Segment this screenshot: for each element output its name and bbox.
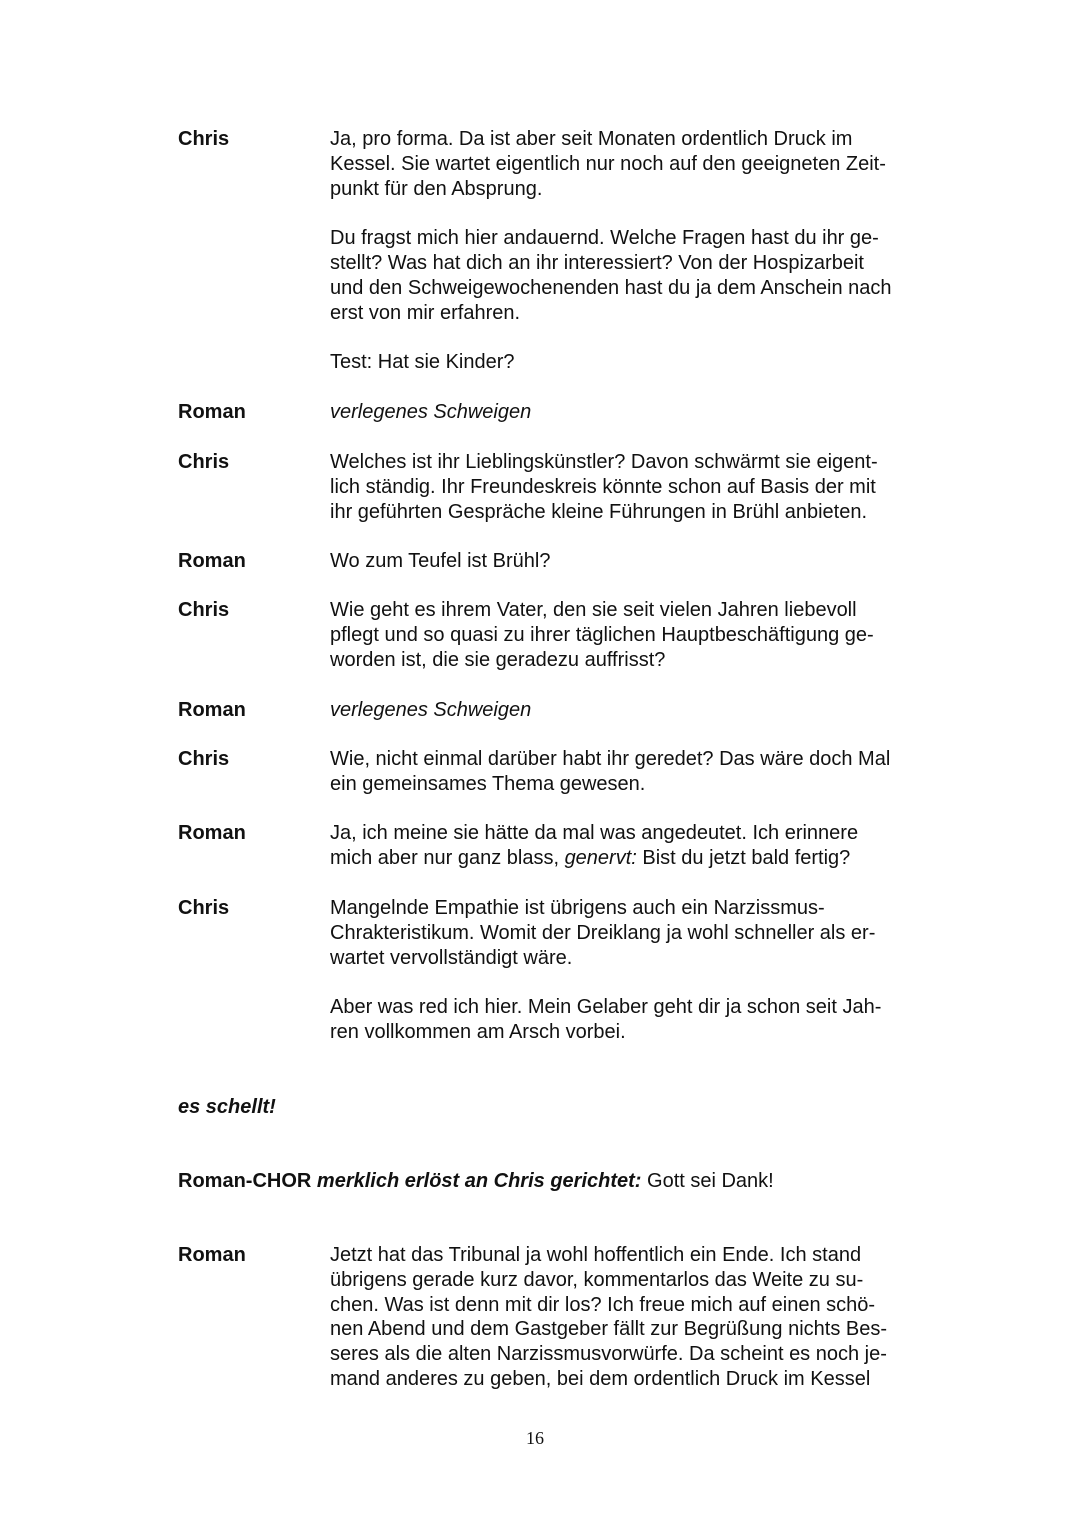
dialogue-line bbox=[330, 846, 950, 871]
speaker-name: Chris bbox=[178, 128, 230, 150]
dialogue-text bbox=[330, 747, 950, 797]
dialogue-fragment: Bist du jetzt bald fertig? bbox=[636, 846, 851, 869]
dialogue-paragraph: Jetzt hat das Tribunal ja wohl hoffentlich ein Ende. Ich stand übrigens gerade kurz davor, kommentarlos das Weite zu su- chen. Was ist denn mit dir los? Ich freue mich auf einen schö- nen Abend und dem Gastgeber fällt zur Begrüßung nichts Bes- seres als die alten Narzissmusvorwürfe. Da scheint es noch je- mand anderes zu geben, bei dem ordentlich Druck im Kessel bbox=[330, 1244, 888, 1390]
dialogue-text bbox=[330, 1243, 950, 1392]
dialogue-text bbox=[330, 698, 950, 723]
dialogue-paragraph: Welches ist ihr Lieblingskünstler? Davon schwärmt sie eigent- lich ständig. Ihr Freundeskreis könnte schon auf Basis der mit ihr geführten Gespräche kleine Führungen in Brühl anbieten. bbox=[330, 451, 878, 523]
dialogue-line: Ja, ich meine sie hätte da mal was angedeutet. Ich erinnere bbox=[330, 822, 859, 844]
speaker-name: Chris bbox=[178, 748, 230, 770]
dialogue-text bbox=[330, 450, 950, 524]
dialogue-text bbox=[330, 400, 950, 425]
chorus-line bbox=[178, 1169, 774, 1194]
dialogue-paragraph: Wie geht es ihrem Vater, den sie seit vielen Jahren liebevoll pflegt und so quasi zu ihrer täglichen Hauptbeschäftigung ge- worden ist, die sie geradezu auffrisst? bbox=[330, 599, 874, 671]
stage-direction: es schellt! bbox=[178, 1096, 276, 1118]
dialogue-text bbox=[330, 821, 950, 871]
dialogue-text bbox=[330, 549, 950, 574]
dialogue-fragment: mich aber nur ganz blass, bbox=[330, 846, 565, 869]
dialogue-paragraph: Wo zum Teufel ist Brühl? bbox=[330, 550, 551, 572]
dialogue-text bbox=[330, 896, 950, 1045]
inline-direction: genervt: bbox=[564, 846, 637, 869]
speaker-name: Chris bbox=[178, 599, 230, 621]
stage-direction-inline: verlegenes Schweigen bbox=[330, 699, 532, 721]
speaker-name: Chris bbox=[178, 451, 230, 473]
chorus-text: Gott sei Dank! bbox=[641, 1170, 774, 1192]
speaker-name: Roman bbox=[178, 699, 246, 721]
chorus-speaker: Roman-CHOR bbox=[178, 1170, 312, 1192]
chorus-direction: merklich erlöst an Chris gerichtet: bbox=[316, 1170, 642, 1192]
speaker-name: Roman bbox=[178, 550, 246, 572]
dialogue-paragraph: Test: Hat sie Kinder? bbox=[330, 351, 515, 374]
dialogue-text bbox=[330, 598, 950, 672]
dialogue-paragraph: Wie, nicht einmal darüber habt ihr geredet? Das wäre doch Mal ein gemeinsames Thema gewesen. bbox=[330, 748, 891, 795]
dialogue-paragraph: Mangelnde Empathie ist übrigens auch ein Narzissmus- Chrakteristikum. Womit der Dreiklang ja wohl schneller als er- wartet vervollständigt wäre. bbox=[330, 897, 876, 969]
stage-direction-inline: verlegenes Schweigen bbox=[330, 401, 532, 423]
dialogue-paragraph: Du fragst mich hier andauernd. Welche Fragen hast du ihr ge- stellt? Was hat dich an ihr interessiert? Von der Hospizarbeit und den Schweigewochenenden hast du ja dem Anschein nach erst von mir erfahren. bbox=[330, 227, 892, 324]
dialogue-paragraph: Aber was red ich hier. Mein Gelaber geht dir ja schon seit Jah- ren vollkommen am Arsch vorbei. bbox=[330, 996, 882, 1043]
speaker-name: Roman bbox=[178, 1244, 246, 1266]
speaker-name: Chris bbox=[178, 897, 230, 919]
page-number: 16 bbox=[526, 1428, 544, 1448]
dialogue-paragraph: Ja, pro forma. Da ist aber seit Monaten ordentlich Druck im Kessel. Sie wartet eigentlich nur noch auf den geeigneten Zeit- punkt für den Absprung. bbox=[330, 128, 886, 200]
speaker-name: Roman bbox=[178, 401, 246, 423]
dialogue-text bbox=[330, 127, 950, 375]
speaker-name: Roman bbox=[178, 822, 246, 844]
